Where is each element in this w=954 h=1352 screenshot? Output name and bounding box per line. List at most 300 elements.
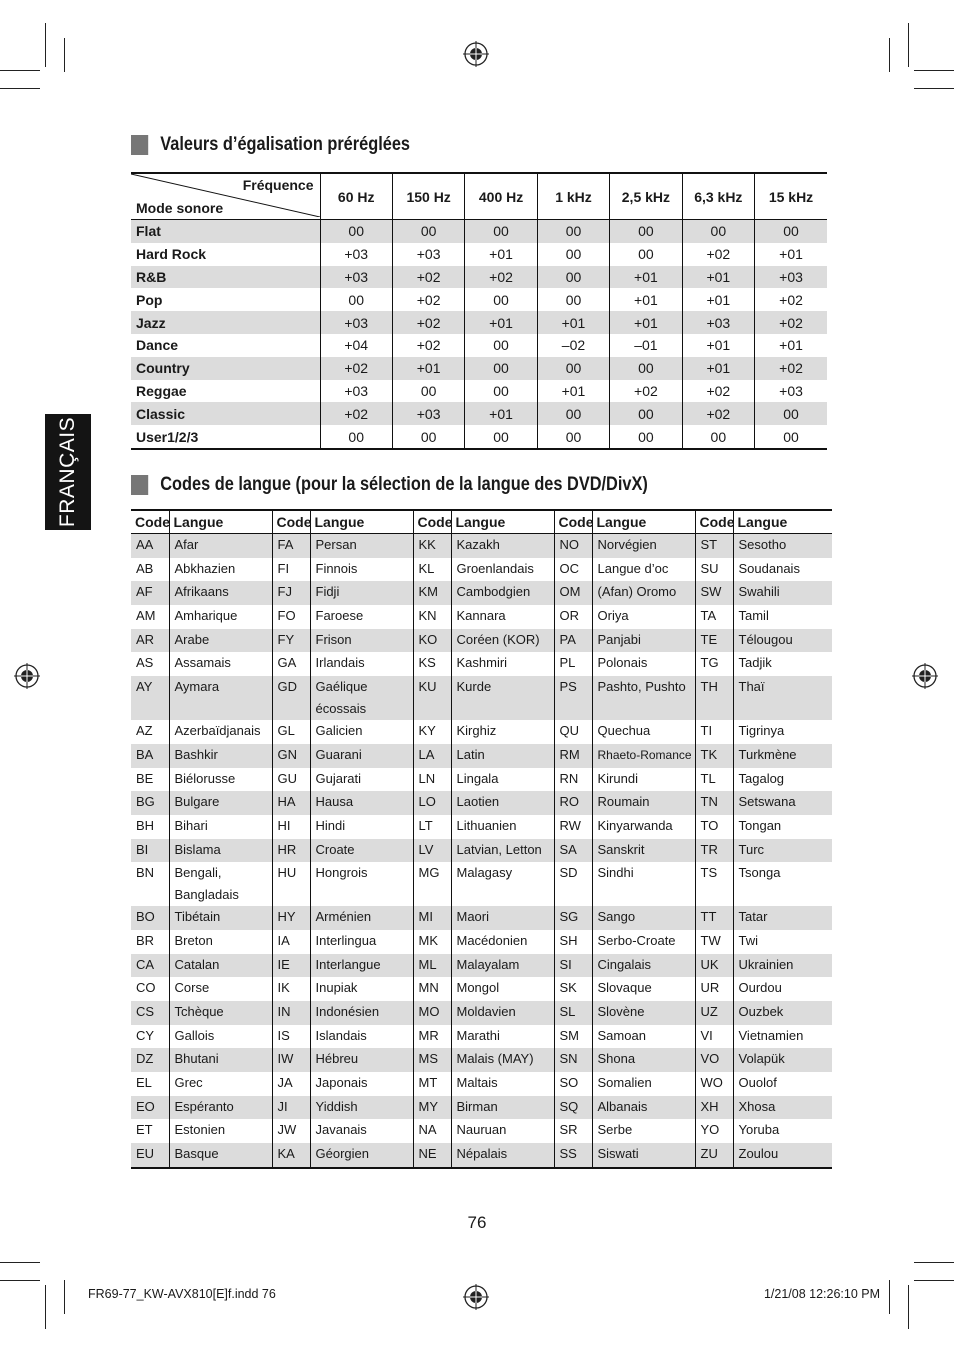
language-code: JW xyxy=(272,1119,310,1143)
sound-mode-label: Country xyxy=(131,357,320,380)
eq-value: 00 xyxy=(610,357,682,380)
eq-value: +03 xyxy=(392,402,464,425)
eq-value: 00 xyxy=(465,357,537,380)
language-code: MK xyxy=(413,930,451,954)
language-code: KS xyxy=(413,652,451,676)
crop-mark xyxy=(64,38,65,72)
eq-value: +03 xyxy=(320,380,392,403)
language-name: Javanais xyxy=(310,1119,413,1143)
table-row xyxy=(131,839,832,863)
language-name: Slovaque xyxy=(592,977,695,1001)
language-code: LV xyxy=(413,839,451,863)
eq-row xyxy=(131,357,827,380)
language-code: AR xyxy=(131,629,169,653)
language-column-header: Langue xyxy=(733,510,832,534)
language-code: OC xyxy=(554,558,592,582)
language-name: Cingalais xyxy=(592,954,695,978)
language-name: Nauruan xyxy=(451,1119,554,1143)
eq-value: 00 xyxy=(610,220,682,243)
language-name: Pashto, Pushto xyxy=(592,676,695,720)
eq-value: 00 xyxy=(610,402,682,425)
language-code: GU xyxy=(272,768,310,792)
language-code: KK xyxy=(413,534,451,558)
eq-value: +01 xyxy=(392,357,464,380)
table-row xyxy=(131,906,832,930)
language-name: Tchèque xyxy=(169,1001,272,1025)
language-name: Thaï xyxy=(733,676,832,720)
language-name: Gujarati xyxy=(310,768,413,792)
language-name: Yiddish xyxy=(310,1096,413,1120)
eq-value: +01 xyxy=(610,288,682,311)
language-name: Volapük xyxy=(733,1048,832,1072)
language-name: Yoruba xyxy=(738,1122,780,1138)
language-code: SK xyxy=(554,977,592,1001)
table-row xyxy=(131,720,832,744)
language-code: NE xyxy=(413,1143,451,1168)
language-name: Faroese xyxy=(310,605,413,629)
language-name: Ouolof xyxy=(738,1075,777,1091)
language-name: Serbe xyxy=(592,1119,695,1143)
language-name: Bengali, Bangladais xyxy=(169,862,272,906)
language-code: TN xyxy=(695,791,733,815)
eq-value: +03 xyxy=(392,243,464,266)
eq-value: +02 xyxy=(320,357,392,380)
language-code: KU xyxy=(413,676,451,720)
table-row xyxy=(131,815,832,839)
language-name: Tsonga xyxy=(738,865,781,881)
eq-row xyxy=(131,220,827,243)
language-code: VI xyxy=(695,1025,733,1049)
language-code: SD xyxy=(554,862,592,906)
language-name: Serbo-Croate xyxy=(592,930,695,954)
crop-mark xyxy=(0,70,40,71)
language-name: Breton xyxy=(169,930,272,954)
language-name: Amharique xyxy=(169,605,272,629)
language-name: Interlingua xyxy=(310,930,413,954)
eq-value: 00 xyxy=(610,425,682,449)
language-code: DZ xyxy=(131,1048,169,1072)
freq-header: 150 Hz xyxy=(392,173,464,220)
code-column-header: Code xyxy=(554,510,592,534)
language-code: KY xyxy=(413,720,451,744)
language-code: KM xyxy=(413,581,451,605)
language-name: Malais (MAY) xyxy=(451,1048,554,1072)
code-column-header: Code xyxy=(695,510,733,534)
language-code: LA xyxy=(413,744,451,768)
language-name: Sindhi xyxy=(592,862,695,906)
language-code: FJ xyxy=(272,581,310,605)
language-code: HU xyxy=(272,862,310,906)
eq-value: +01 xyxy=(682,334,754,357)
language-side-tab xyxy=(45,414,91,530)
language-code: BG xyxy=(131,791,169,815)
eq-corner-header xyxy=(131,173,320,220)
language-code: SQ xyxy=(554,1096,592,1120)
sound-mode-label: Classic xyxy=(131,402,320,425)
language-name: Zoulou xyxy=(733,1143,832,1168)
language-code: TL xyxy=(695,768,733,792)
language-name: Japonais xyxy=(310,1072,413,1096)
language-code: TA xyxy=(695,605,733,629)
sound-mode-label: Reggae xyxy=(136,382,187,399)
language-code: UZ xyxy=(695,1001,733,1025)
language-name: Soudanais xyxy=(738,560,800,576)
language-name: Xhosa xyxy=(733,1096,832,1120)
language-name: Tatar xyxy=(733,906,832,930)
eq-value: 00 xyxy=(537,402,609,425)
language-name: Népalais xyxy=(451,1143,554,1168)
eq-value: +04 xyxy=(320,334,392,357)
language-name: Hausa xyxy=(310,791,413,815)
language-name: Sanskrit xyxy=(592,839,695,863)
language-code: BH xyxy=(131,815,169,839)
eq-title-text: Valeurs d’égalisation préréglées xyxy=(160,134,411,155)
language-name: Langue d’oc xyxy=(592,558,695,582)
language-code: KL xyxy=(413,558,451,582)
language-code: CY xyxy=(131,1025,169,1049)
language-column-header: Langue xyxy=(169,510,272,534)
language-name: Grec xyxy=(169,1072,272,1096)
language-name: Twi xyxy=(738,932,758,948)
table-row xyxy=(131,1048,832,1072)
language-name: Kirundi xyxy=(592,768,695,792)
language-name: Arabe xyxy=(169,629,272,653)
table-row xyxy=(131,581,832,605)
language-code: NO xyxy=(554,534,592,558)
language-name: Sesotho xyxy=(733,534,832,558)
table-row xyxy=(131,1096,832,1120)
language-column-header: Langue xyxy=(310,510,413,534)
eq-value: 00 xyxy=(392,220,464,243)
language-name: Croate xyxy=(310,839,413,863)
language-name: Maltais xyxy=(451,1072,554,1096)
language-code: RO xyxy=(554,791,592,815)
sound-mode-label: Pop xyxy=(136,291,163,308)
language-name: Interlangue xyxy=(310,954,413,978)
language-name: Somalien xyxy=(592,1072,695,1096)
language-name: Moldavien xyxy=(451,1001,554,1025)
crop-mark xyxy=(889,1280,890,1314)
language-code: SI xyxy=(554,954,592,978)
language-code: UK xyxy=(695,954,733,978)
table-row xyxy=(131,1119,832,1143)
language-code: SO xyxy=(554,1072,592,1096)
language-name: Guarani xyxy=(310,744,413,768)
language-code: SS xyxy=(554,1143,592,1168)
eq-value: +02 xyxy=(392,266,464,289)
language-code: MO xyxy=(413,1001,451,1025)
language-code: YO xyxy=(695,1119,733,1143)
eq-value: +02 xyxy=(610,380,682,403)
language-code: BN xyxy=(131,862,169,906)
language-code: IE xyxy=(272,954,310,978)
language-code: TE xyxy=(695,629,733,653)
language-code: VO xyxy=(695,1048,733,1072)
language-name: Bhutani xyxy=(169,1048,272,1072)
eq-row xyxy=(131,402,827,425)
language-name: Malayalam xyxy=(451,954,554,978)
language-code: IW xyxy=(272,1048,310,1072)
crop-mark xyxy=(0,1280,40,1281)
table-row xyxy=(131,768,832,792)
language-code: RW xyxy=(554,815,592,839)
language-code: EL xyxy=(131,1072,169,1096)
language-name: Tibétain xyxy=(169,906,272,930)
language-name: Turkmène xyxy=(733,744,832,768)
crop-mark xyxy=(914,88,954,89)
registration-mark-icon xyxy=(912,663,938,689)
language-code: RN xyxy=(554,768,592,792)
language-column-header: Langue xyxy=(592,510,695,534)
language-code: BR xyxy=(131,930,169,954)
language-code: ML xyxy=(413,954,451,978)
sound-mode-label: Flat xyxy=(131,220,320,243)
language-name: Vietnamien xyxy=(738,1027,804,1043)
language-code: OM xyxy=(554,581,592,605)
language-code: MR xyxy=(413,1025,451,1049)
eq-value: 00 xyxy=(320,425,392,449)
language-code: HI xyxy=(272,815,310,839)
sound-mode-label: Hard Rock xyxy=(136,246,207,263)
language-code: LT xyxy=(413,815,451,839)
language-code: GD xyxy=(272,676,310,720)
language-code: SU xyxy=(695,558,733,582)
eq-value: +03 xyxy=(682,311,754,334)
language-code: TH xyxy=(695,676,733,720)
code-column-header: Code xyxy=(413,510,451,534)
eq-value: 00 xyxy=(320,220,392,243)
sound-mode-label: User1/2/3 xyxy=(136,428,199,445)
language-code: NA xyxy=(413,1119,451,1143)
language-code: JI xyxy=(272,1096,310,1120)
freq-header: 1 kHz xyxy=(537,173,609,220)
registration-mark-icon xyxy=(463,1284,489,1310)
language-name: Ukrainien xyxy=(733,954,832,978)
language-name: Hébreu xyxy=(310,1048,413,1072)
table-row xyxy=(131,534,832,558)
language-code: KN xyxy=(413,605,451,629)
language-code: TS xyxy=(695,862,733,906)
language-code: TO xyxy=(695,815,733,839)
language-name: Slovène xyxy=(592,1001,695,1025)
language-code: GN xyxy=(272,744,310,768)
eq-value: +03 xyxy=(755,266,827,289)
eq-value: 00 xyxy=(465,334,537,357)
lang-title-text: Codes de langue (pour la sélection de la langue des DVD/DivX) xyxy=(160,474,648,495)
eq-value: +03 xyxy=(320,311,392,334)
language-code: BE xyxy=(131,768,169,792)
language-name: Kirghiz xyxy=(451,720,554,744)
eq-row xyxy=(131,334,827,357)
language-name: Latin xyxy=(451,744,554,768)
language-name: Gaélique écossais xyxy=(310,676,413,720)
table-row xyxy=(131,954,832,978)
eq-row xyxy=(131,243,827,266)
language-name: Arménien xyxy=(310,906,413,930)
eq-value: 00 xyxy=(755,425,827,449)
language-name: Azerbaïdjanais xyxy=(169,720,272,744)
eq-value: +02 xyxy=(465,266,537,289)
freq-header: 2,5 kHz xyxy=(610,173,682,220)
language-code: SR xyxy=(554,1119,592,1143)
language-name: Tadjik xyxy=(738,655,772,671)
freq-header: 400 Hz xyxy=(465,173,537,220)
language-name: Bashkir xyxy=(169,744,272,768)
language-code: SM xyxy=(554,1025,592,1049)
language-code: PA xyxy=(554,629,592,653)
language-code: BI xyxy=(131,839,169,863)
sound-mode-label: R&B xyxy=(131,266,320,289)
eq-value: +03 xyxy=(755,380,827,403)
language-code: SA xyxy=(554,839,592,863)
language-code-table xyxy=(131,509,832,1169)
eq-value: 00 xyxy=(465,220,537,243)
language-name: Inupiak xyxy=(310,977,413,1001)
eq-row xyxy=(131,288,827,311)
language-column-header: Langue xyxy=(451,510,554,534)
registration-mark-icon xyxy=(14,663,40,689)
eq-value: +01 xyxy=(465,311,537,334)
language-name: Frison xyxy=(310,629,413,653)
eq-value: +02 xyxy=(755,311,827,334)
eq-value: +02 xyxy=(682,380,754,403)
table-row xyxy=(131,744,832,768)
language-code: CA xyxy=(131,954,169,978)
eq-value: +01 xyxy=(465,243,537,266)
language-name: Maori xyxy=(451,906,554,930)
language-code: AS xyxy=(131,652,169,676)
language-name: Irlandais xyxy=(310,652,413,676)
language-code: PS xyxy=(554,676,592,720)
language-name: Galicien xyxy=(310,720,413,744)
language-name: Birman xyxy=(451,1096,554,1120)
language-code: MI xyxy=(413,906,451,930)
eq-value: +01 xyxy=(755,334,827,357)
language-name: Afar xyxy=(169,534,272,558)
language-name: Panjabi xyxy=(592,629,695,653)
eq-value: 00 xyxy=(537,243,609,266)
registration-mark-icon xyxy=(463,41,489,67)
language-code: HA xyxy=(272,791,310,815)
eq-value: +01 xyxy=(682,266,754,289)
language-name: Kannara xyxy=(451,605,554,629)
eq-value: +03 xyxy=(320,243,392,266)
eq-value: +02 xyxy=(682,402,754,425)
language-code: EU xyxy=(131,1143,169,1168)
freq-header: 15 kHz xyxy=(755,173,827,220)
code-column-header: Code xyxy=(131,510,169,534)
eq-value: +02 xyxy=(392,334,464,357)
language-code: ST xyxy=(695,534,733,558)
crop-mark xyxy=(45,23,46,67)
eq-value: –01 xyxy=(610,334,682,357)
language-code: IN xyxy=(272,1001,310,1025)
language-code: MY xyxy=(413,1096,451,1120)
eq-row xyxy=(131,380,827,403)
eq-row xyxy=(131,311,827,334)
language-name: Norvégien xyxy=(592,534,695,558)
language-code: GL xyxy=(272,720,310,744)
language-code: CS xyxy=(131,1001,169,1025)
language-code: SG xyxy=(554,906,592,930)
language-code: MS xyxy=(413,1048,451,1072)
language-name: Samoan xyxy=(592,1025,695,1049)
language-name: Setswana xyxy=(733,791,832,815)
language-name: Kurde xyxy=(451,676,554,720)
header-sound-mode: Mode sonore xyxy=(136,200,224,216)
table-row xyxy=(131,605,832,629)
eq-value: 00 xyxy=(610,243,682,266)
language-name: Marathi xyxy=(451,1025,554,1049)
language-code: FO xyxy=(272,605,310,629)
crop-mark xyxy=(64,1280,65,1314)
language-name: Turc xyxy=(733,839,832,863)
language-code: BO xyxy=(131,906,169,930)
language-name: Fidji xyxy=(310,581,413,605)
eq-value: 00 xyxy=(537,266,609,289)
language-code: IK xyxy=(272,977,310,1001)
eq-value: 00 xyxy=(392,425,464,449)
side-tab-label: FRANÇAIS xyxy=(56,416,79,528)
language-code: EO xyxy=(131,1096,169,1120)
eq-value: +02 xyxy=(320,402,392,425)
table-row xyxy=(131,558,832,582)
language-code: MG xyxy=(413,862,451,906)
language-name: Shona xyxy=(592,1048,695,1072)
language-code: PL xyxy=(554,652,592,676)
eq-preset-table xyxy=(131,172,827,450)
crop-mark xyxy=(889,38,890,72)
language-code: GA xyxy=(272,652,310,676)
language-name: Rhaeto-Romance xyxy=(592,744,695,768)
sound-mode-label: Jazz xyxy=(131,311,320,334)
table-row xyxy=(131,930,832,954)
table-row xyxy=(131,862,832,906)
language-name: Cambodgien xyxy=(451,581,554,605)
language-code: AM xyxy=(131,605,169,629)
code-column-header: Code xyxy=(272,510,310,534)
language-name: Tamil xyxy=(738,608,769,624)
language-name: Indonésien xyxy=(310,1001,413,1025)
table-row xyxy=(131,629,832,653)
language-name: Coréen (KOR) xyxy=(451,629,554,653)
eq-value: +02 xyxy=(682,243,754,266)
eq-value: 00 xyxy=(682,425,754,449)
eq-value: 00 xyxy=(755,402,827,425)
table-row xyxy=(131,1025,832,1049)
language-code: FA xyxy=(272,534,310,558)
language-name: Polonais xyxy=(592,652,695,676)
header-frequency: Fréquence xyxy=(242,177,314,193)
language-name: Groenlandais xyxy=(451,558,554,582)
language-code: TI xyxy=(695,720,733,744)
language-code: ET xyxy=(131,1119,169,1143)
language-name: Corse xyxy=(169,977,272,1001)
eq-value: 00 xyxy=(392,380,464,403)
language-code: LN xyxy=(413,768,451,792)
language-name: Macédonien xyxy=(451,930,554,954)
eq-value: +01 xyxy=(610,311,682,334)
language-code: TK xyxy=(695,744,733,768)
language-name: Laotien xyxy=(451,791,554,815)
language-code: IS xyxy=(272,1025,310,1049)
language-code: SW xyxy=(695,581,733,605)
eq-value: +03 xyxy=(320,266,392,289)
eq-value: +01 xyxy=(537,311,609,334)
language-name: Ouzbek xyxy=(733,1001,832,1025)
eq-value: +01 xyxy=(682,357,754,380)
language-name: Assamais xyxy=(169,652,272,676)
